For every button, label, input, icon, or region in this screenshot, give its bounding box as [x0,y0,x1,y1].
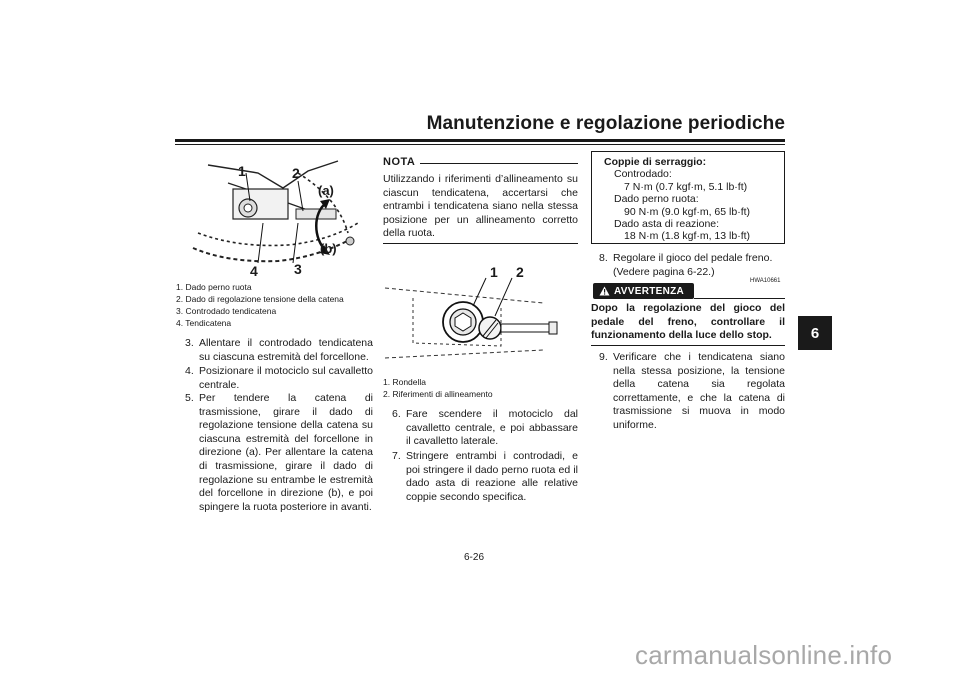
callout-b: (b) [320,241,337,256]
torque-rod-label: Dado asta di reazione: [614,218,720,230]
callout-2: 2 [292,165,300,181]
warning-rule-top [694,298,785,299]
header-rule [175,139,785,142]
warning-triangle-icon [599,286,610,296]
callout-a: (a) [318,183,334,198]
figure-alignment-marks [383,258,578,370]
torque-rod-value: 18 N·m (1.8 kgf·m, 13 lb·ft) [624,230,751,242]
watermark-text: carmanualsonline.info [635,640,893,670]
warning-code: HWA10661 [750,278,781,284]
callout-1: 1 [238,163,246,179]
figure-chain-adjuster [188,153,360,280]
caption-4: 4. Tendicatena [176,318,232,328]
nota-text: Utilizzando i riferimenti d’allineamento su ciascun tendicatena, accertarsi che entrambi i tendicatena siano nella stessa posizione per un allineamento corretto della ruota. [383,173,578,240]
chain-adjuster-illustration [188,153,360,280]
warning-header [593,283,694,299]
caption-washer: 1. Rondella [383,377,427,387]
warning-label: AVVERTENZA [614,285,685,297]
warning-rule-bottom [591,345,785,346]
page-title: Manutenzione e regolazione periodiche [426,113,785,134]
caption-1: 1. Dado perno ruota [176,282,252,292]
nota-rule-bottom [383,243,578,244]
torque-axle-label: Dado perno ruota: [614,193,699,205]
torque-title: Coppie di serraggio: [604,156,707,168]
torque-locknut-value: 7 N·m (0.7 kgf·m, 5.1 lb·ft) [624,181,748,193]
nota-title: NOTA [383,156,416,168]
torque-axle-value: 90 N·m (9.0 kgf·m, 65 lb·ft) [624,206,751,218]
alignment-illustration [383,258,578,370]
callout-washer: 1 [490,264,498,280]
chapter-tab: 6 [798,316,832,350]
caption-alignment: 2. Riferimenti di allineamento [383,389,493,399]
callout-4: 4 [250,263,258,279]
page-number: 6-26 [464,552,485,563]
torque-spec-box [591,151,785,244]
torque-locknut-label: Controdado: [614,168,672,180]
warning-text: Dopo la regolazione del gioco del pedale del freno, controllare il funzionamento della luce dello stop. [591,302,785,342]
caption-2: 2. Dado di regolazione tensione della catena [176,294,344,304]
caption-3: 3. Controdado tendicatena [176,306,277,316]
callout-3: 3 [294,261,302,277]
callout-marks: 2 [516,264,524,280]
nota-rule-top [420,163,578,164]
header-rule-thin [175,144,785,145]
